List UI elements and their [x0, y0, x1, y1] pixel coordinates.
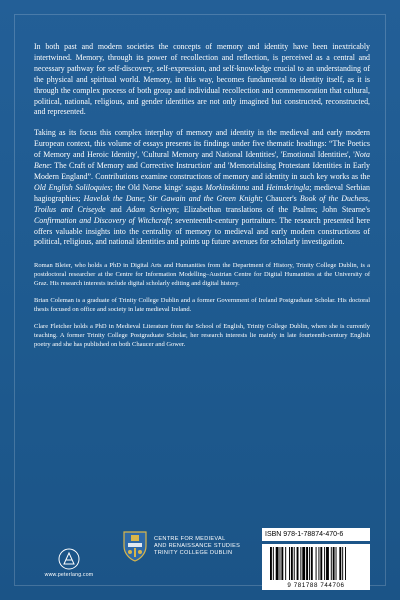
barcode-bar — [289, 547, 290, 580]
barcode-digits: 9 781788 744706 — [287, 582, 345, 589]
text-run: ; seventeenth-century portraiture. The research presented here offers valuable insights into the centrality of memory to medieval and early modern constructions of political, religious, and national identities and points up future avenues for scholarly investigation. — [34, 215, 370, 247]
italic-title: Old English Soliloquies — [34, 182, 111, 192]
centre-name — [154, 536, 240, 558]
centre-name-line: CENTRE FOR MEDIEVAL — [154, 536, 226, 542]
text-run: ; — [142, 193, 149, 203]
text-run: Taking as its focus this complex interplay of memory and identity in the medieval and early modern European context, this volume of essays presents its findings under five thematic headings: “The Poetics of Memory and Heroic Identity', 'Cultural Memory and National Identities', 'Emotional Identities', ' — [34, 128, 370, 160]
barcode-bar — [318, 547, 319, 580]
barcode-bar — [294, 547, 295, 580]
italic-title: Confirmation and Discovery of Witchcraft — [34, 215, 171, 225]
bio-clare-fletcher: Clare Fletcher holds a PhD in Medieval Literature from the School of English, Trinity College Dublin, where she is currently teaching. A former Trinity College Postgraduate Scholar, her research interests lie mainly in late fourteenth-century English poetry and she has published on both Chaucer and Gower. — [34, 322, 370, 348]
barcode-bar — [300, 547, 301, 580]
barcode-bar — [331, 547, 332, 580]
italic-title: Adam Scriveyn — [126, 204, 177, 214]
peter-lang-logo-icon — [58, 548, 80, 570]
isbn-label: ISBN 978-1-78874-470-6 — [262, 528, 370, 541]
cover-footer — [34, 528, 370, 588]
italic-title: Heimskringla — [266, 182, 310, 192]
italic-title: Morkinskinna — [205, 182, 250, 192]
barcode-bar — [339, 547, 341, 580]
barcode-bar — [345, 547, 346, 580]
text-run: ; medieval Serbian hagiographies; — [34, 182, 370, 203]
italic-title: Sir Gawain and the Green Knight — [148, 193, 261, 203]
barcode-bar — [270, 547, 272, 580]
publisher-url[interactable]: www.peterlang.com — [44, 572, 94, 578]
barcode-bar — [285, 547, 286, 580]
bio-brian-coleman: Brian Coleman is a graduate of Trinity College Dublin and a former Government of Ireland Postgraduate Scholar. His doctoral thesis focused on office and society in late medieval Ireland. — [34, 297, 370, 313]
barcode-bar — [342, 547, 343, 580]
barcode-bar — [311, 547, 313, 580]
publisher-block — [34, 548, 104, 578]
barcode-bar — [309, 547, 310, 580]
italic-title: Havelok the Dane — [83, 193, 143, 203]
trinity-college-crest-icon — [122, 530, 148, 562]
barcode-bar — [281, 547, 283, 580]
italic-title: Nota Bene — [34, 150, 370, 171]
barcode-bar — [336, 547, 337, 580]
barcode-bar — [306, 547, 308, 580]
barcode-bar — [276, 547, 279, 580]
text-run: ; Chaucer's — [260, 193, 300, 203]
barcode-bar — [291, 547, 293, 580]
barcode-bar — [316, 547, 317, 580]
text-run: and — [249, 182, 267, 192]
bio-roman-bleier: Roman Bleier, who holds a PhD in Digital Arts and Humanities from the Department of History, Trinity College Dublin, is a postdoctoral researcher at the Centre for Information Modelling–Austrian Centre for Digital Humanities at the University of Graz. His research interests include digital scholarly editing and digital history. — [34, 262, 370, 288]
barcode-bar — [333, 547, 335, 580]
centre-name-line: AND RENAISSANCE STUDIES — [154, 543, 241, 550]
centre-name-line: TRINITY COLLEGE DUBLIN — [154, 550, 233, 557]
barcode-bar — [273, 547, 274, 580]
text-run: : The Craft of Memory and Corrective Instruction' and 'Memorialising Protestant Identities in Early Modern England”. Contributions examine constructions of memory and identity in such key works as the — [34, 161, 370, 181]
barcode-bar — [326, 547, 329, 580]
text-run: ; Elizabethan translations of the Psalms; John Stearne's — [176, 204, 370, 214]
barcode-bar — [302, 547, 305, 580]
description-paragraph-1: In both past and modern societies the concepts of memory and identity have been inextricably intertwined. Memory, through its power of recollection and reflection, is perceived as a central and necessary pathway for self-discovery, self-expression, and self-knowledge crucial to an understanding of the physical and spiritual world. Memory, in this way, becomes fundamental to identity itself, as it is through the complex process of both group and individual recollection and commemoration that cultural, political, national, religious, and gender identities are not only imagined but constructed, reconstructed, and represented. — [34, 42, 370, 117]
isbn-block — [262, 528, 370, 590]
barcode-bar — [320, 547, 322, 580]
cover-text — [34, 42, 370, 350]
text-run: and — [105, 204, 127, 214]
barcode-bar — [324, 547, 325, 580]
description-paragraph-2 — [34, 128, 370, 248]
barcode — [262, 544, 370, 590]
barcode-bar — [280, 547, 281, 580]
italic-title: Book of the Duchess, Troilus and Criseyde — [34, 193, 370, 214]
text-run: ; the Old Norse kings' sagas — [110, 182, 206, 192]
barcode-bar — [297, 547, 299, 580]
